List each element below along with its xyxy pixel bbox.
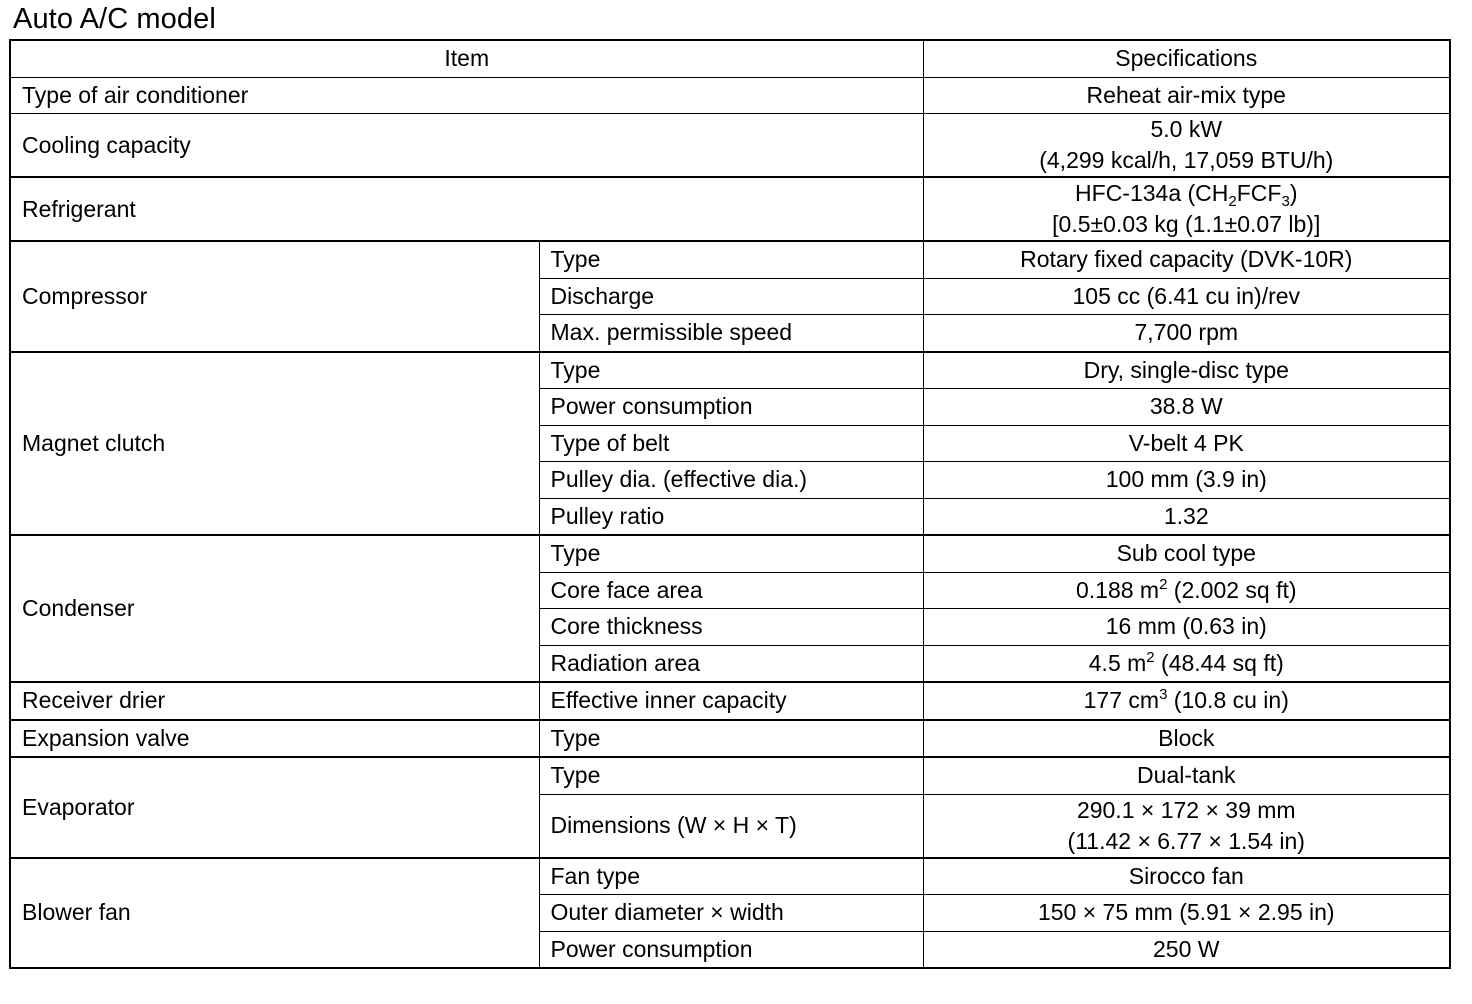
value-line: [0.5±0.03 kg (1.1±0.07 lb)] (1052, 211, 1321, 237)
sub-label: Type of belt (539, 425, 923, 462)
value-text: FCF (1236, 180, 1282, 206)
sub-label: Power consumption (539, 931, 923, 968)
subscript: 2 (1228, 193, 1237, 210)
value-line: 290.1 × 172 × 39 mm (1076, 796, 1296, 823)
row-value: 16 mm (0.63 in) (923, 609, 1450, 646)
value-text: 4.5 m (1088, 649, 1147, 676)
row-value (923, 645, 1450, 682)
row-value: Dual-tank (923, 757, 1450, 794)
header-specifications: Specifications (923, 40, 1450, 77)
table-row (10, 858, 1450, 895)
sub-label: Type (539, 757, 923, 794)
superscript: 2 (1146, 648, 1155, 666)
sub-label: Type (539, 352, 923, 389)
row-value: 100 mm (3.9 in) (923, 462, 1450, 499)
row-label: Type of air conditioner (10, 77, 923, 114)
value-line: (11.42 × 6.77 × 1.54 in) (1067, 827, 1305, 854)
sub-label: Outer diameter × width (539, 895, 923, 932)
group-label: Receiver drier (10, 682, 539, 720)
sub-label: Type (539, 720, 923, 758)
row-value: 250 W (923, 931, 1450, 968)
page-title: Auto A/C model (13, 3, 216, 35)
sub-label: Pulley ratio (539, 498, 923, 535)
value-line: 5.0 kW (1150, 116, 1223, 142)
group-label: Magnet clutch (10, 352, 539, 536)
row-value (923, 572, 1450, 609)
row-value: Rotary fixed capacity (DVK-10R) (923, 241, 1450, 278)
sub-label: Core face area (539, 572, 923, 609)
sub-label: Type (539, 241, 923, 278)
row-value: 7,700 rpm (923, 315, 1450, 352)
sub-label: Radiation area (539, 645, 923, 682)
superscript: 3 (1159, 686, 1168, 704)
row-value (923, 114, 1450, 178)
row-value: Dry, single-disc type (923, 352, 1450, 389)
value-text: 177 cm (1083, 687, 1160, 714)
sub-label: Discharge (539, 278, 923, 315)
row-value: 1.32 (923, 498, 1450, 535)
table-row (10, 77, 1450, 114)
row-value (923, 794, 1450, 858)
table-row (10, 177, 1450, 241)
row-value: Block (923, 720, 1450, 758)
sub-label: Type (539, 535, 923, 572)
sub-label: Dimensions (W × H × T) (539, 794, 923, 858)
sub-label: Pulley dia. (effective dia.) (539, 462, 923, 499)
group-label: Expansion valve (10, 720, 539, 758)
row-value: V-belt 4 PK (923, 425, 1450, 462)
table-row (10, 682, 1450, 720)
header-item: Item (10, 40, 923, 77)
row-value: Reheat air-mix type (923, 77, 1450, 114)
value-text: (10.8 cu in) (1167, 687, 1289, 714)
row-label: Refrigerant (10, 177, 923, 241)
table-row (10, 535, 1450, 572)
row-value: Sirocco fan (923, 858, 1450, 895)
table-row (10, 352, 1450, 389)
subscript: 3 (1281, 193, 1290, 210)
value-line (935, 178, 1439, 209)
spec-table (9, 39, 1451, 969)
row-value: 105 cc (6.41 cu in)/rev (923, 278, 1450, 315)
sub-label: Fan type (539, 858, 923, 895)
table-row (10, 720, 1450, 758)
sub-label: Core thickness (539, 609, 923, 646)
sub-label: Power consumption (539, 389, 923, 426)
row-label: Cooling capacity (10, 114, 923, 178)
group-label: Compressor (10, 241, 539, 352)
group-label: Condenser (10, 535, 539, 682)
row-value: Sub cool type (923, 535, 1450, 572)
group-label: Evaporator (10, 757, 539, 858)
value-text: 0.188 m (1075, 576, 1160, 603)
table-row (10, 241, 1450, 278)
row-value (923, 177, 1450, 241)
value-text: HFC-134a (CH (1075, 180, 1229, 206)
row-value (923, 682, 1450, 720)
table-row (10, 757, 1450, 794)
group-label: Blower fan (10, 858, 539, 969)
sub-label: Max. permissible speed (539, 315, 923, 352)
table-header-row (10, 40, 1450, 77)
row-value: 38.8 W (923, 389, 1450, 426)
value-text: (2.002 sq ft) (1167, 576, 1297, 603)
sub-label: Effective inner capacity (539, 682, 923, 720)
value-line: (4,299 kcal/h, 17,059 BTU/h) (1039, 147, 1334, 173)
row-value: 150 × 75 mm (5.91 × 2.95 in) (923, 895, 1450, 932)
value-text: (48.44 sq ft) (1154, 649, 1284, 676)
table-row (10, 114, 1450, 178)
superscript: 2 (1159, 575, 1168, 593)
value-text: ) (1289, 180, 1298, 206)
